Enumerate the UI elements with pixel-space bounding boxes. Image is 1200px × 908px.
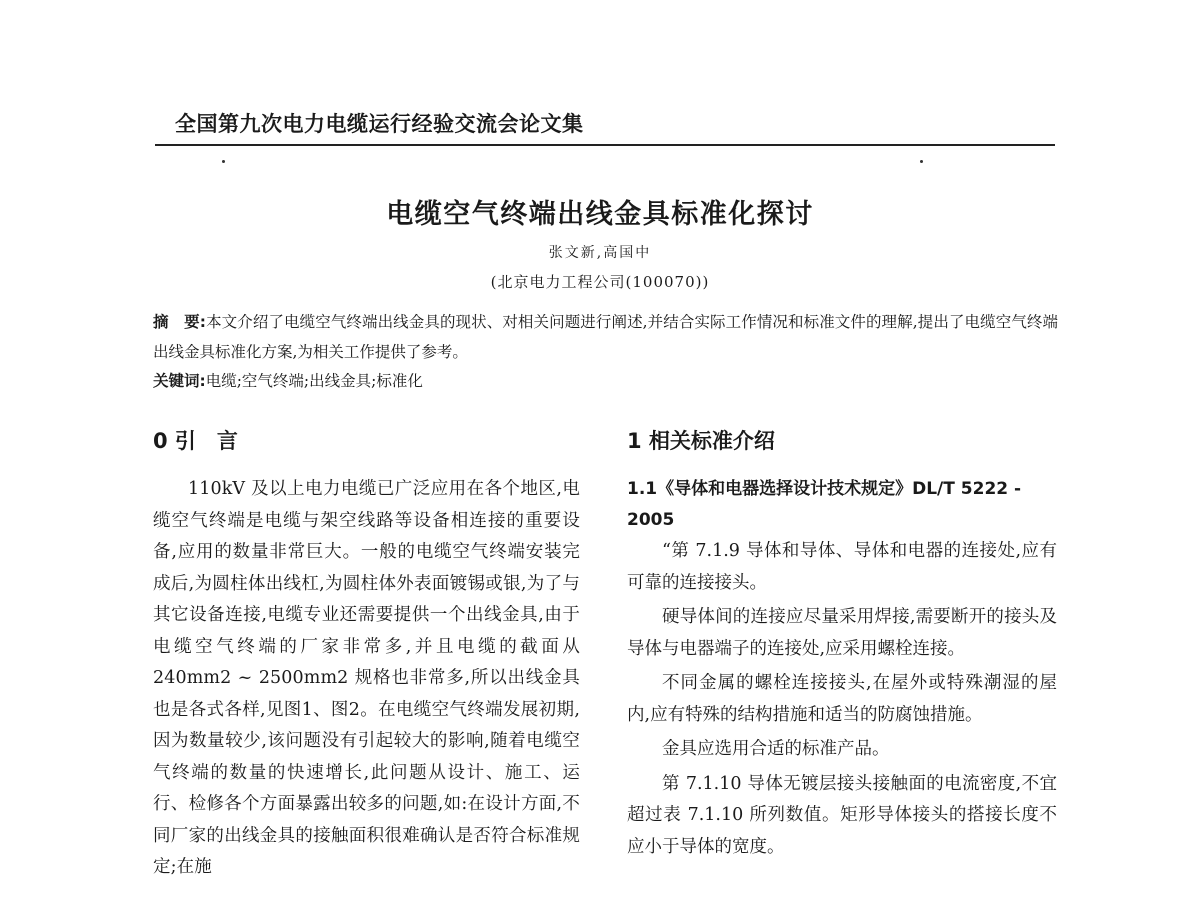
- abstract: [153, 307, 1058, 367]
- subsection-heading: 1.1《导体和电器选择设计技术规定》DL/T 5222 - 2005: [627, 479, 1022, 530]
- right-column: [627, 424, 1057, 866]
- standards-paragraph: 硬导体间的连接应尽量采用焊接,需要断开的接头及导体与电器端子的连接处,应采用螺栓连接。: [627, 607, 1057, 659]
- paper-authors: 张文新,高国中: [548, 245, 652, 261]
- standards-paragraph: 金具应选用合适的标准产品。: [662, 739, 890, 759]
- standards-paragraph: 不同金属的螺栓连接接头,在屋外或特殊潮湿的屋内,应有特殊的结构措施和适当的防腐蚀措施。: [627, 673, 1057, 725]
- header-rule: [155, 144, 1055, 146]
- introduction-paragraph: 110kV 及以上电力电缆已广泛应用在各个地区,电缆空气终端是电缆与架空线路等设备相连接的重要设备,应用的数量非常巨大。一般的电缆空气终端安装完成后,为圆柱体出线杠,为圆柱体外表面镀锡或银,为了与其它设备连接,电缆专业还需要提供一个出线金具,由于电缆空气终端的厂家非常多,并且电缆的截面从240mm2 ~ 2500mm2 规格也非常多,所以出线金具也是各式各样,见图1、图2。在电缆空气终端发展初期,因为数量较少,该问题没有引起较大的影响,随着电缆空气终端的数量的快速增长,此问题从设计、施工、运行、检修各个方面暴露出较多的问题,如:在设计方面,不同厂家的出线金具的接触面积很难确认是否符合标准规定;在施: [153, 479, 580, 877]
- abstract-label: 摘 要:: [153, 313, 206, 331]
- paper-affiliation: (北京电力工程公司(100070)): [490, 273, 710, 291]
- scan-speck: [920, 160, 923, 163]
- scan-speck: [222, 160, 225, 163]
- paper-title: 电缆空气终端出线金具标准化探讨: [386, 199, 814, 230]
- keywords: [153, 366, 1058, 396]
- left-column: [153, 424, 580, 887]
- section-heading-standards: 1 相关标准介绍: [627, 429, 775, 453]
- standards-paragraph: “第 7.1.9 导体和导体、导体和电器的连接处,应有可靠的连接接头。: [627, 541, 1057, 593]
- standards-paragraph: 第 7.1.10 导体无镀层接头接触面的电流密度,不宜超过表 7.1.10 所列数值。矩形导体接头的搭接长度不应小于导体的宽度。: [627, 773, 1057, 857]
- keywords-text: 电缆;空气终端;出线金具;标准化: [205, 372, 423, 390]
- running-header: 全国第九次电力电缆运行经验交流会论文集: [175, 112, 584, 136]
- section-heading-introduction: 0 引 言: [153, 429, 238, 453]
- abstract-text: 本文介绍了电缆空气终端出线金具的现状、对相关问题进行阐述,并结合实际工作情况和标准文件的理解,提出了电缆空气终端出线金具标准化方案,为相关工作提供了参考。: [153, 313, 1059, 361]
- keywords-label: 关键词:: [153, 372, 206, 390]
